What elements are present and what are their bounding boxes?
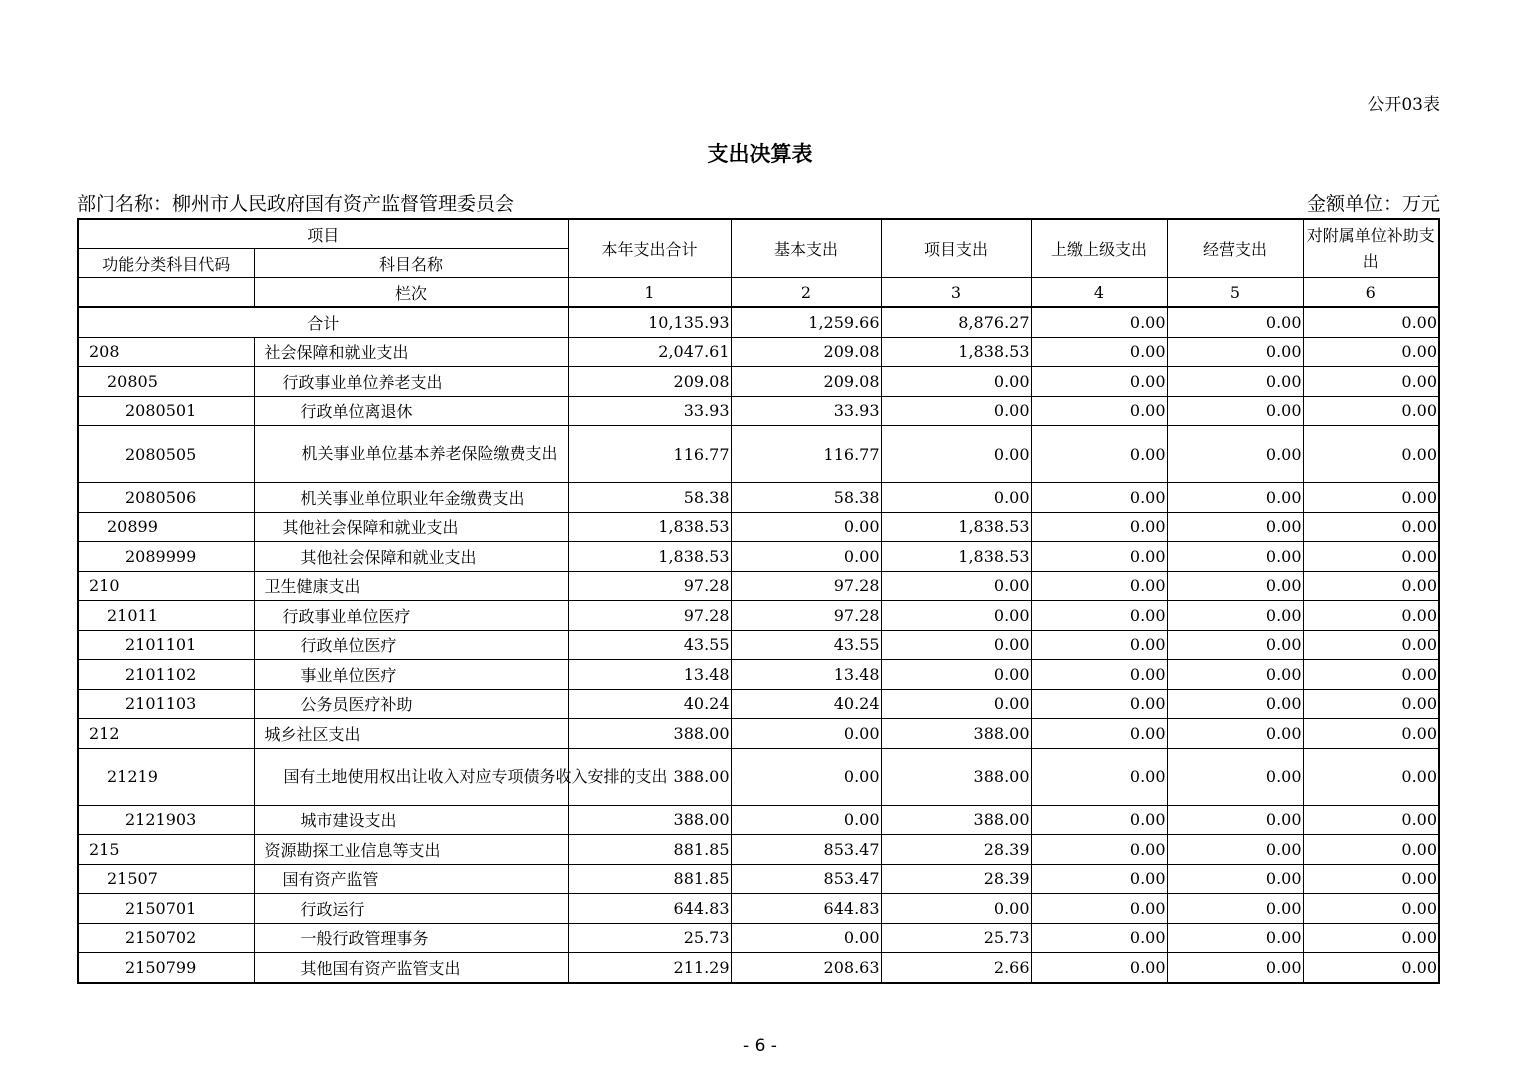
- table-row: [78, 630, 1439, 660]
- row-value: 388.00: [881, 748, 1031, 805]
- table-row: [78, 483, 1439, 513]
- row-code: 2101102: [78, 660, 254, 690]
- row-value: 853.47: [731, 864, 881, 894]
- row-value: 0.00: [731, 923, 881, 953]
- row-code: 20805: [78, 367, 254, 397]
- row-name: 卫生健康支出: [254, 571, 568, 601]
- row-value: 0.00: [1031, 719, 1167, 749]
- row-value: 0.00: [1303, 894, 1439, 924]
- table-row: [78, 864, 1439, 894]
- row-code: 208: [78, 337, 254, 367]
- row-name: 资源勘探工业信息等支出: [254, 835, 568, 865]
- row-value: 0.00: [1167, 542, 1303, 572]
- table-row: [78, 835, 1439, 865]
- row-name: 其他社会保障和就业支出: [254, 542, 568, 572]
- table-row: [78, 660, 1439, 690]
- row-value: 0.00: [1303, 396, 1439, 426]
- row-name: 事业单位医疗: [254, 660, 568, 690]
- row-name: 国有土地使用权出让收入对应专项债务收入安排的支出: [254, 748, 568, 805]
- header-business: 经营支出: [1167, 219, 1303, 278]
- row-value: 388.00: [881, 719, 1031, 749]
- row-value: 881.85: [568, 835, 731, 865]
- row-value: 0.00: [1167, 864, 1303, 894]
- total-row: [78, 307, 1439, 337]
- row-code: 212: [78, 719, 254, 749]
- row-value: 0.00: [1303, 805, 1439, 835]
- row-value: 0.00: [1167, 426, 1303, 483]
- row-value: 0.00: [1303, 542, 1439, 572]
- row-value: 0.00: [1031, 835, 1167, 865]
- row-value: 0.00: [1167, 923, 1303, 953]
- table-row: [78, 689, 1439, 719]
- row-value: 0.00: [1031, 894, 1167, 924]
- row-value: 1,838.53: [881, 542, 1031, 572]
- row-value: 0.00: [881, 660, 1031, 690]
- row-value: 0.00: [1303, 660, 1439, 690]
- row-code: 20899: [78, 512, 254, 542]
- row-value: 0.00: [1031, 601, 1167, 631]
- row-value: 388.00: [881, 805, 1031, 835]
- row-value: 97.28: [568, 571, 731, 601]
- row-value: 33.93: [568, 396, 731, 426]
- row-code: 2101103: [78, 689, 254, 719]
- col-index-5: 5: [1167, 278, 1303, 308]
- total-value: 0.00: [1167, 307, 1303, 337]
- row-code: 2089999: [78, 542, 254, 572]
- row-value: 0.00: [1303, 601, 1439, 631]
- form-number: 公开03表: [1367, 95, 1440, 115]
- row-value: 0.00: [1167, 719, 1303, 749]
- row-value: 208.63: [731, 953, 881, 983]
- row-value: 0.00: [881, 689, 1031, 719]
- row-code: 21011: [78, 601, 254, 631]
- col-index-3: 3: [881, 278, 1031, 308]
- row-value: 0.00: [881, 367, 1031, 397]
- row-value: 97.28: [731, 601, 881, 631]
- row-value: 0.00: [881, 483, 1031, 513]
- row-value: 13.48: [731, 660, 881, 690]
- row-value: 209.08: [731, 337, 881, 367]
- row-value: 0.00: [1031, 660, 1167, 690]
- row-value: 28.39: [881, 835, 1031, 865]
- row-value: 1,838.53: [568, 542, 731, 572]
- row-code: 2150702: [78, 923, 254, 953]
- row-value: 0.00: [1167, 805, 1303, 835]
- row-value: 0.00: [1031, 337, 1167, 367]
- table-row: [78, 512, 1439, 542]
- row-value: 0.00: [1303, 748, 1439, 805]
- header-code: 功能分类科目代码: [78, 249, 254, 278]
- row-value: 0.00: [1031, 864, 1167, 894]
- row-value: 43.55: [731, 630, 881, 660]
- row-value: 0.00: [1031, 542, 1167, 572]
- row-value: 1,838.53: [881, 512, 1031, 542]
- row-name: 城乡社区支出: [254, 719, 568, 749]
- row-value: 0.00: [1167, 396, 1303, 426]
- row-value: 211.29: [568, 953, 731, 983]
- row-value: 40.24: [731, 689, 881, 719]
- page-title: 支出决算表: [707, 142, 813, 166]
- row-value: 388.00: [568, 805, 731, 835]
- header-empty-cell: [78, 278, 254, 308]
- table-row: [78, 601, 1439, 631]
- row-code: 2080506: [78, 483, 254, 513]
- header-col-index: 栏次: [254, 278, 568, 308]
- row-name: 行政单位医疗: [254, 630, 568, 660]
- row-value: 881.85: [568, 864, 731, 894]
- row-name: 行政事业单位医疗: [254, 601, 568, 631]
- row-value: 0.00: [881, 601, 1031, 631]
- row-value: 0.00: [1031, 953, 1167, 983]
- row-value: 0.00: [1303, 337, 1439, 367]
- row-value: 388.00: [568, 719, 731, 749]
- table-row: [78, 805, 1439, 835]
- row-value: 97.28: [731, 571, 881, 601]
- row-value: 2.66: [881, 953, 1031, 983]
- row-value: 0.00: [1167, 630, 1303, 660]
- row-value: 0.00: [1167, 660, 1303, 690]
- table-row: [78, 571, 1439, 601]
- row-name: 一般行政管理事务: [254, 923, 568, 953]
- table-row: [78, 396, 1439, 426]
- table-row: [78, 719, 1439, 749]
- row-value: 209.08: [731, 367, 881, 397]
- row-value: 0.00: [1167, 571, 1303, 601]
- row-value: 0.00: [1167, 483, 1303, 513]
- row-value: 25.73: [568, 923, 731, 953]
- table-row: [78, 426, 1439, 483]
- row-value: 58.38: [568, 483, 731, 513]
- row-value: 0.00: [1031, 805, 1167, 835]
- row-code: 215: [78, 835, 254, 865]
- row-value: 0.00: [1167, 367, 1303, 397]
- row-value: 0.00: [1303, 835, 1439, 865]
- row-value: 40.24: [568, 689, 731, 719]
- row-value: 0.00: [1303, 630, 1439, 660]
- row-value: 116.77: [568, 426, 731, 483]
- row-value: 388.00: [568, 748, 731, 805]
- total-value: 0.00: [1303, 307, 1439, 337]
- row-name: 城市建设支出: [254, 805, 568, 835]
- row-value: 0.00: [1167, 689, 1303, 719]
- row-value: 0.00: [881, 396, 1031, 426]
- row-value: 0.00: [881, 894, 1031, 924]
- col-index-1: 1: [568, 278, 731, 308]
- row-value: 209.08: [568, 367, 731, 397]
- row-name: 行政单位离退休: [254, 396, 568, 426]
- table-row: [78, 367, 1439, 397]
- row-value: 644.83: [731, 894, 881, 924]
- row-value: 0.00: [881, 571, 1031, 601]
- col-index-4: 4: [1031, 278, 1167, 308]
- row-name: 国有资产监管: [254, 864, 568, 894]
- row-value: 0.00: [731, 542, 881, 572]
- row-value: 0.00: [1167, 337, 1303, 367]
- row-value: 58.38: [731, 483, 881, 513]
- row-name: 机关事业单位职业年金缴费支出: [254, 483, 568, 513]
- row-code: 210: [78, 571, 254, 601]
- row-value: 0.00: [1167, 601, 1303, 631]
- table-body: [78, 307, 1439, 983]
- header-total: 本年支出合计: [568, 219, 731, 278]
- row-value: 0.00: [1167, 835, 1303, 865]
- header-basic: 基本支出: [731, 219, 881, 278]
- row-value: 0.00: [1303, 426, 1439, 483]
- row-value: 644.83: [568, 894, 731, 924]
- row-code: 2150701: [78, 894, 254, 924]
- row-value: 0.00: [881, 426, 1031, 483]
- page-number: - 6 -: [743, 1036, 777, 1056]
- row-name: 行政运行: [254, 894, 568, 924]
- row-value: 0.00: [1031, 396, 1167, 426]
- row-code: 2121903: [78, 805, 254, 835]
- row-value: 0.00: [1303, 483, 1439, 513]
- total-value: 0.00: [1031, 307, 1167, 337]
- table-row: [78, 923, 1439, 953]
- row-code: 21219: [78, 748, 254, 805]
- total-value: 8,876.27: [881, 307, 1031, 337]
- row-value: 0.00: [1167, 953, 1303, 983]
- col-index-6: 6: [1303, 278, 1439, 308]
- row-value: 97.28: [568, 601, 731, 631]
- row-value: 0.00: [1303, 953, 1439, 983]
- row-value: 0.00: [1031, 748, 1167, 805]
- row-value: 0.00: [1031, 923, 1167, 953]
- row-value: 853.47: [731, 835, 881, 865]
- row-value: 1,838.53: [568, 512, 731, 542]
- row-value: 116.77: [731, 426, 881, 483]
- row-value: 0.00: [1031, 689, 1167, 719]
- row-code: 21507: [78, 864, 254, 894]
- row-value: 0.00: [1031, 483, 1167, 513]
- row-value: 0.00: [1031, 426, 1167, 483]
- row-name: 其他国有资产监管支出: [254, 953, 568, 983]
- row-value: 0.00: [881, 630, 1031, 660]
- row-value: 0.00: [1031, 630, 1167, 660]
- header-upper: 上缴上级支出: [1031, 219, 1167, 278]
- row-value: 0.00: [1031, 367, 1167, 397]
- row-value: 0.00: [1303, 864, 1439, 894]
- row-name: 行政事业单位养老支出: [254, 367, 568, 397]
- table-row: [78, 894, 1439, 924]
- row-value: 0.00: [731, 748, 881, 805]
- row-value: 0.00: [1167, 512, 1303, 542]
- row-value: 0.00: [1303, 367, 1439, 397]
- row-value: 0.00: [1167, 894, 1303, 924]
- row-code: 2101101: [78, 630, 254, 660]
- total-label: 合计: [78, 307, 568, 337]
- table-row: [78, 542, 1439, 572]
- table-row: [78, 748, 1439, 805]
- header-name: 科目名称: [254, 249, 568, 278]
- row-value: 28.39: [881, 864, 1031, 894]
- row-value: 0.00: [1031, 571, 1167, 601]
- row-value: 0.00: [731, 805, 881, 835]
- department-name: 部门名称：柳州市人民政府国有资产监督管理委员会: [77, 193, 515, 215]
- col-index-2: 2: [731, 278, 881, 308]
- expenditure-table: [77, 218, 1440, 984]
- row-value: 0.00: [1303, 571, 1439, 601]
- header-project: 项目支出: [881, 219, 1031, 278]
- row-name: 公务员医疗补助: [254, 689, 568, 719]
- header-subsidy: 对附属单位补助支出: [1303, 219, 1439, 278]
- row-value: 1,838.53: [881, 337, 1031, 367]
- row-code: 2080505: [78, 426, 254, 483]
- row-code: 2150799: [78, 953, 254, 983]
- total-value: 10,135.93: [568, 307, 731, 337]
- row-value: 13.48: [568, 660, 731, 690]
- row-code: 2080501: [78, 396, 254, 426]
- row-value: 25.73: [881, 923, 1031, 953]
- table-row: [78, 953, 1439, 983]
- row-value: 0.00: [1167, 748, 1303, 805]
- row-value: 0.00: [1303, 923, 1439, 953]
- row-value: 0.00: [1303, 719, 1439, 749]
- row-value: 2,047.61: [568, 337, 731, 367]
- row-value: 0.00: [1303, 689, 1439, 719]
- row-value: 33.93: [731, 396, 881, 426]
- row-name: 机关事业单位基本养老保险缴费支出: [254, 426, 568, 483]
- row-value: 0.00: [1031, 512, 1167, 542]
- row-name: 其他社会保障和就业支出: [254, 512, 568, 542]
- header-item: 项目: [78, 219, 568, 249]
- row-value: 43.55: [568, 630, 731, 660]
- row-name: 社会保障和就业支出: [254, 337, 568, 367]
- report-meta: [77, 189, 1440, 216]
- row-value: 0.00: [1303, 512, 1439, 542]
- table-row: [78, 337, 1439, 367]
- row-value: 0.00: [731, 719, 881, 749]
- total-value: 1,259.66: [731, 307, 881, 337]
- row-value: 0.00: [731, 512, 881, 542]
- amount-unit: 金额单位：万元: [1306, 193, 1440, 215]
